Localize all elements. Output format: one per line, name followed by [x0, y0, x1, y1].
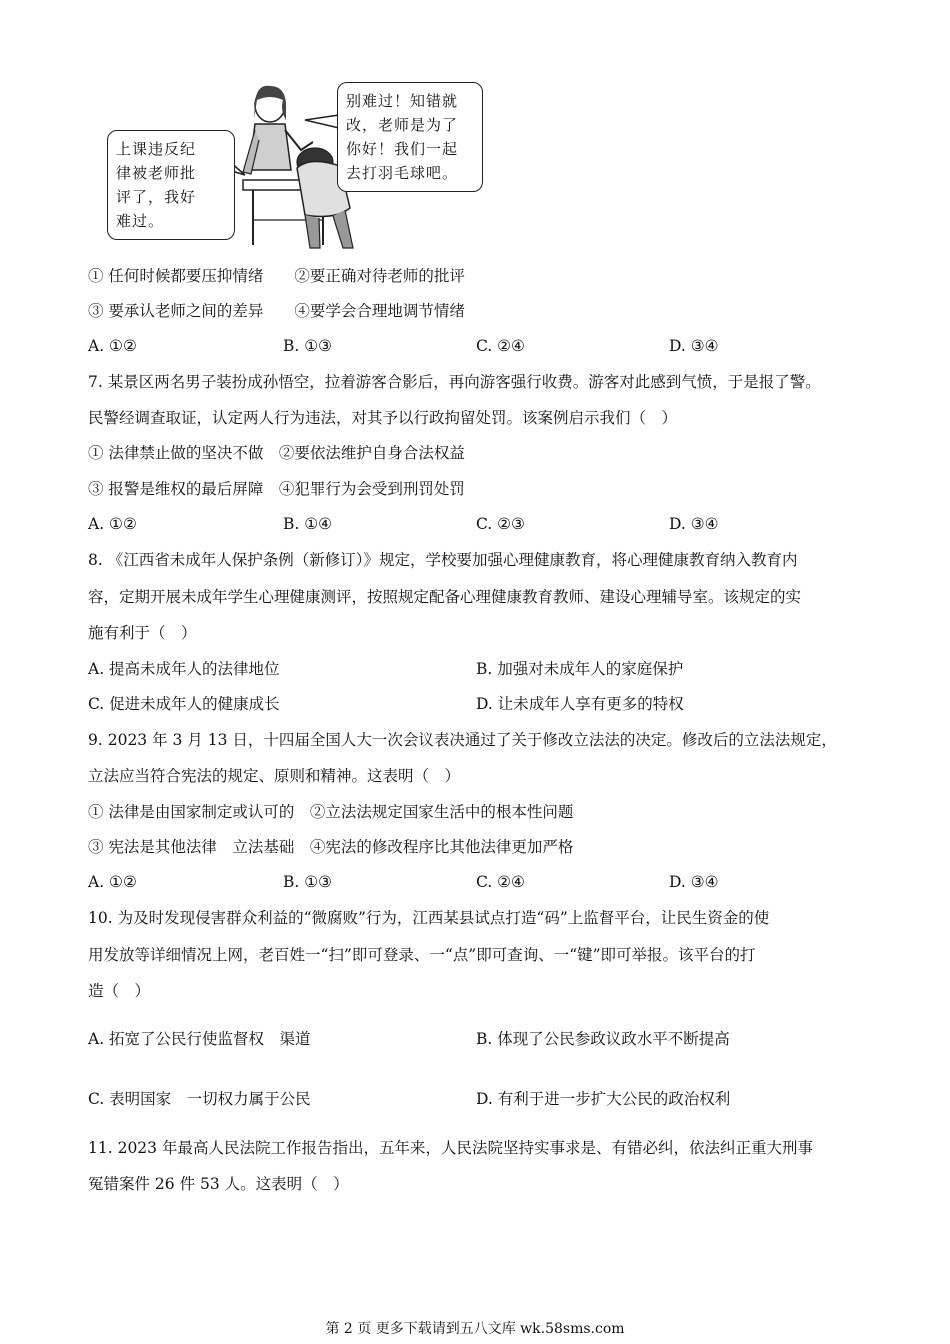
q9-choice-a: A. ①②	[88, 873, 137, 891]
q6-choice-b: B. ①③	[283, 337, 333, 355]
q8-stem: 施有利于（ ）	[88, 624, 197, 642]
q7-stem: 民警经调查取证，认定两人行为违法，对其予以行政拘留处罚。该案例启示我们（ ）	[88, 409, 678, 427]
q11-stem: 冤错案件 26 件 53 人。这表明（ ）	[88, 1175, 349, 1193]
q10-choice-b: B. 体现了公民参政议政水平不断提高	[476, 1030, 730, 1048]
bubble-line: 改，老师是为了	[346, 116, 459, 134]
q11-stem: 11. 2023 年最高人民法院工作报告指出，五年来，人民法院坚持实事求是、有错必纠，依法纠正重大刑事	[88, 1139, 813, 1157]
classmate-speech-bubble	[337, 82, 483, 192]
q8-choice-d: D. 让未成年人享有更多的特权	[476, 695, 684, 713]
q8-stem: 容，定期开展未成年学生心理健康测评，按照规定配备心理健康教育教师、建设心理辅导室。该规定的实	[88, 588, 802, 606]
bubble-line: 律被老师批	[116, 164, 197, 182]
student-speech-bubble	[107, 130, 235, 240]
q7-choice-b: B. ①④	[283, 515, 333, 533]
q10-stem: 10. 为及时发现侵害群众利益的“微腐败”行为，江西某县试点打造“码”上监督平台，让民生资金的使	[88, 909, 770, 927]
q7-stem: 7. 某景区两名男子装扮成孙悟空，拉着游客合影后，再向游客强行收费。游客对此感到气愤，于是报了警。	[88, 373, 821, 391]
q9-stem: 立法应当符合宪法的规定、原则和精神。这表明（ ）	[88, 767, 461, 785]
bubble-line: 去打羽毛球吧。	[346, 164, 459, 182]
q6-option-line: ③ 要承认老师之间的差异 ④要学会合理地调节情绪	[88, 302, 465, 320]
q9-choice-b: B. ①③	[283, 873, 333, 891]
q9-stem: 9. 2023 年 3 月 13 日，十四届全国人大一次会议表决通过了关于修改立法法的决定。修改后的立法法规定，	[88, 731, 837, 749]
q9-option-line: ③ 宪法是其他法律 立法基础 ④宪法的修改程序比其他法律更加严格	[88, 838, 574, 856]
q9-choice-d: D. ③④	[669, 873, 719, 891]
bubble-line: 难过。	[116, 212, 165, 230]
page-footer: 第 2 页 更多下载请到五八文库 wk.58sms.com	[325, 1321, 625, 1337]
cartoon-illustration	[105, 80, 485, 250]
bubble-line: 上课违反纪	[116, 140, 197, 158]
q6-option-line: ① 任何时候都要压抑情绪 ②要正确对待老师的批评	[88, 267, 465, 285]
q7-choice-c: C. ②③	[476, 515, 525, 533]
q7-choice-a: A. ①②	[88, 515, 137, 533]
q8-choice-c: C. 促进未成年人的健康成长	[88, 695, 280, 713]
bubble-line: 评了，我好	[116, 188, 197, 206]
q9-choice-c: C. ②④	[476, 873, 525, 891]
bubble-line: 别难过！知错就	[346, 92, 459, 110]
q8-stem: 8. 《江西省未成年人保护条例（新修订）》规定，学校要加强心理健康教育，将心理健康教育纳入教育内	[88, 551, 798, 569]
q6-choice-d: D. ③④	[669, 337, 719, 355]
q9-option-line: ① 法律是由国家制定或认可的 ②立法法规定国家生活中的根本性问题	[88, 803, 574, 821]
q7-option-line: ③ 报警是维权的最后屏障 ④犯罪行为会受到刑罚处罚	[88, 480, 465, 498]
q10-stem: 造（ ）	[88, 982, 151, 1000]
q10-choice-c: C. 表明国家 一切权力属于公民	[88, 1090, 311, 1108]
q6-choice-a: A. ①②	[88, 337, 137, 355]
bubble-line: 你好！我们一起	[346, 140, 459, 158]
q8-choice-a: A. 提高未成年人的法律地位	[88, 660, 280, 678]
q7-choice-d: D. ③④	[669, 515, 719, 533]
q10-stem: 用发放等详细情况上网，老百姓一“扫”即可登录、一“点”即可查询、一“键”即可举报。该平台的打	[88, 946, 756, 964]
q8-choice-b: B. 加强对未成年人的家庭保护	[476, 660, 684, 678]
q10-choice-a: A. 拓宽了公民行使监督权 渠道	[88, 1030, 311, 1048]
q7-option-line: ① 法律禁止做的坚决不做 ②要依法维护自身合法权益	[88, 444, 465, 462]
q6-choice-c: C. ②④	[476, 337, 525, 355]
q10-choice-d: D. 有利于进一步扩大公民的政治权利	[476, 1090, 731, 1108]
